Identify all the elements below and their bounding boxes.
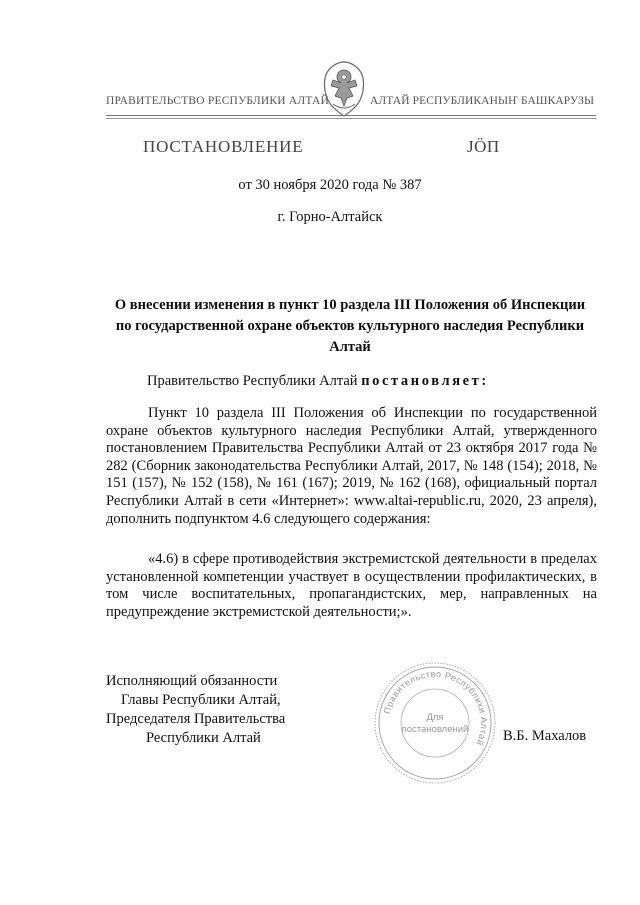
signer-name: В.Б. Махалов: [503, 728, 587, 744]
document-type-altai: ЈӦП: [467, 137, 500, 156]
body-paragraph-2: «4.6) в сфере противодействия экстремистской деятельности в пределах установленной компетенции участвует в осуществлении профилактических, в том числе воспитательных, пропагандистских, мер, направленных на предупреждение экстремистской деятельности;».: [106, 551, 597, 620]
government-name-altai: АЛТАЙ РЕСПУБЛИКАНЫҤ БАШКАРУЗЫ: [370, 95, 595, 107]
signer-position-line-1: Исполняющий обязанности: [106, 673, 278, 689]
resolution-intro-text: Правительство Республики Алтай: [147, 373, 362, 389]
official-stamp: [372, 660, 498, 786]
document-type-russian: ПОСТАНОВЛЕНИЕ: [143, 137, 304, 156]
header-divider-secondary: [106, 118, 596, 119]
resolution-verb: постановляет:: [361, 373, 489, 389]
stamp-ring-text: Правительство Республики Алтай: [381, 668, 490, 748]
signer-position-line-4: Республики Алтай: [146, 730, 261, 746]
coat-of-arms-icon: [321, 60, 367, 118]
signer-position-line-3: Председателя Правительства: [106, 711, 286, 727]
document-date-number: от 30 ноября 2020 года № 387: [238, 177, 422, 193]
stamp-center-line-2: постановлений: [401, 724, 469, 735]
signer-position-line-2: Главы Республики Алтай,: [121, 692, 281, 708]
government-name-russian: ПРАВИТЕЛЬСТВО РЕСПУБЛИКИ АЛТАЙ: [106, 95, 330, 107]
document-city: г. Горно-Алтайск: [277, 209, 383, 225]
resolution-intro: [147, 373, 489, 390]
header-divider: [106, 115, 596, 116]
body-paragraph-1: Пункт 10 раздела III Положения об Инспекции по государственной охране объектов культурного наследия Республики Алтай, утвержденного постановлением Правительства Республики Алтай от 23 октября 2017 года № 282 (Сборник законодательства Республики Алтай, 2017, № 148 (154); 2018, № 151 (157), № 152 (158), № 161 (167); 2019, № 162 (168), официальный портал Республики Алтай в сети «Интернет»: www.altai-republic.ru, 2020, 23 апреля), дополнить подпунктом 4.6 следующего содержания:: [106, 405, 597, 527]
document-title: О внесении изменения в пункт 10 раздела III Положения об Инспекции по государственной охране объектов культурного наследия Республики Алтай: [114, 297, 586, 355]
stamp-center-line-1: Для: [426, 712, 444, 723]
